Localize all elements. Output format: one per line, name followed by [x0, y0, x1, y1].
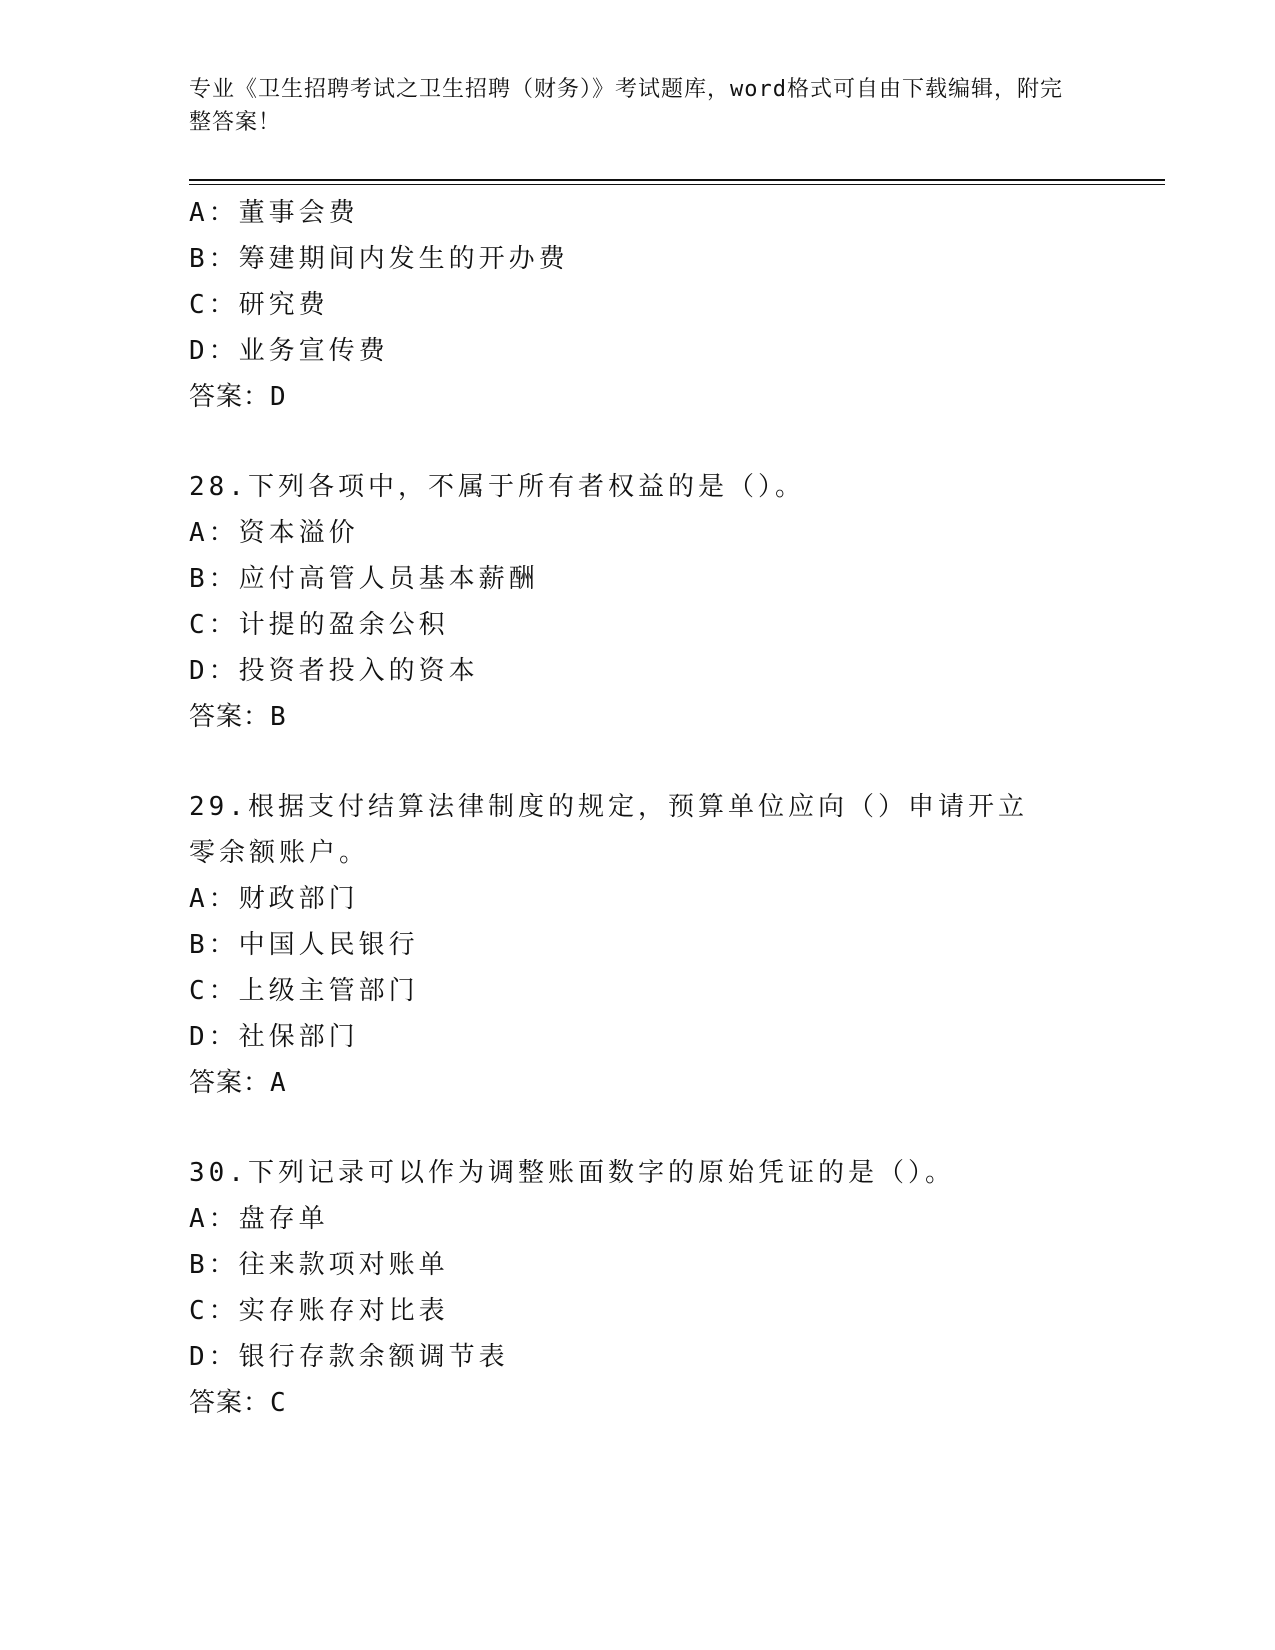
answer-label: 答案： [189, 702, 271, 732]
answer-line [189, 694, 1089, 740]
page-header: 专业《卫生招聘考试之卫生招聘（财务）》考试题库，word格式可自由下载编辑，附完整答案！ [189, 77, 1063, 135]
question-block-29 [189, 784, 1089, 1106]
option-d: D：业务宣传费 [189, 336, 389, 366]
answer-label: 答案： [189, 1068, 271, 1098]
option-d: D：银行存款余额调节表 [189, 1342, 509, 1372]
header-rule-thin [189, 184, 1165, 185]
answer-value: B [270, 702, 287, 732]
option-b: B：应付高管人员基本薪酬 [189, 564, 539, 594]
header-rule-thick [189, 179, 1165, 181]
option-a: A：资本溢价 [189, 518, 359, 548]
answer-label: 答案： [189, 1388, 271, 1418]
option-c: C：实存账存对比表 [189, 1296, 449, 1326]
option-a: A：董事会费 [189, 198, 359, 228]
option-c: C：计提的盈余公积 [189, 610, 449, 640]
answer-line [189, 1380, 1089, 1426]
answer-value: D [270, 382, 287, 412]
option-b: B：往来款项对账单 [189, 1250, 449, 1280]
answer-line [189, 374, 1089, 420]
option-c: C：上级主管部门 [189, 976, 419, 1006]
answer-value: A [270, 1068, 287, 1098]
question-block-28 [189, 464, 1089, 740]
option-a: A：盘存单 [189, 1204, 329, 1234]
option-b: B：筹建期间内发生的开办费 [189, 244, 569, 274]
question-block-prev [189, 190, 1089, 420]
option-c: C：研究费 [189, 290, 329, 320]
answer-label: 答案： [189, 382, 271, 412]
question-stem: 29.根据支付结算法律制度的规定，预算单位应向（）申请开立零余额账户。 [189, 792, 1028, 868]
question-list [189, 190, 1089, 1426]
option-d: D：投资者投入的资本 [189, 656, 479, 686]
option-d: D：社保部门 [189, 1022, 359, 1052]
question-block-30 [189, 1150, 1089, 1426]
question-stem: 30.下列记录可以作为调整账面数字的原始凭证的是（）。 [189, 1158, 955, 1188]
answer-line [189, 1060, 1089, 1106]
option-b: B：中国人民银行 [189, 930, 419, 960]
question-stem: 28.下列各项中，不属于所有者权益的是（）。 [189, 472, 805, 502]
option-a: A：财政部门 [189, 884, 359, 914]
answer-value: C [270, 1388, 287, 1418]
